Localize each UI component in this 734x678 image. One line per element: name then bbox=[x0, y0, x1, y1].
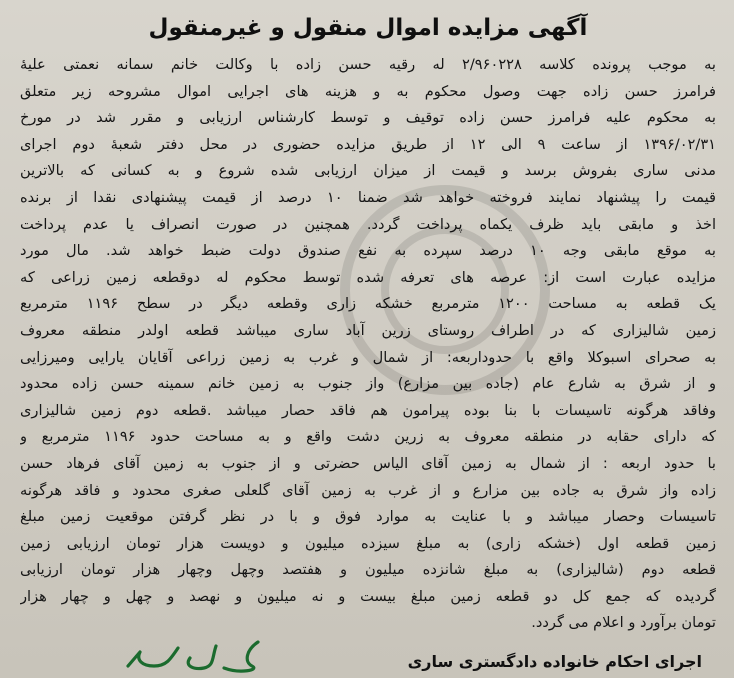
body-line: به موجب پرونده کلاسه ۲/۹۶۰۲۲۸ له رقیه حسن زاده با وکالت خانم سمانه نعمتی علیهٔ bbox=[20, 56, 716, 73]
body-line: فرامرز حسن زاده جهت وصول محکوم به و هزینه های اجرایی اموال مشروحه زیر متعلق bbox=[20, 82, 716, 100]
notice-title: آگهی مزایده اموال منقول و غیرمنقول bbox=[148, 15, 588, 41]
issuer-signature: اجرای احکام خانواده دادگستری ساری bbox=[407, 652, 702, 672]
body-line: و از شرق به شارع عام (جاده بین مزارع) واز جنوب به زمین خانم سمینه حسن زاده محدود bbox=[20, 375, 716, 393]
body-line: زاده واز شرق به جاده بین مزارع و از غرب به زمین آقای گلعلی صغری محدود و فاقد هرگونه bbox=[20, 481, 716, 499]
body-line: به موقع مابقی وجه ۱۰ درصد سپرده به نفع صندوق دولت ضبط خواهد شد. مال مورد bbox=[20, 242, 716, 260]
body-line: گردیده که جمع کل دو قطعه زمین مبلغ بیست و نه میلیون و نهصد و چهل و چهار هزار bbox=[20, 587, 716, 605]
body-line: به محکوم علیه فرامرز حسن زاده توقیف و توسط کارشناس ارزیابی و مقرر شد در مورخ bbox=[20, 109, 716, 127]
body-line: مدنی ساری بفروش برسد و قیمت از میزان ارزیابی شده شروع و به کسانی که بالاترین bbox=[20, 162, 716, 180]
body-line: که دارای حقابه در منطقه معروف به زرین دشت واقع و به مساحت حدود ۱۱۹۶ مترمربع و bbox=[20, 428, 716, 446]
body-line: قطعه دوم (شالیزاری) به مبلغ شانزده میلیون و هفتصد وچهل وچهار هزار تومان ارزیابی bbox=[20, 561, 716, 579]
body-line: یک قطعه به مساحت ۱۲۰۰ مترمربع خشکه زاری وقطعه دیگر در سطح ۱۱۹۶ مترمربع bbox=[20, 295, 716, 313]
body-line: قیمت را پیشنهاد نمایند فروخته خواهد شد ضمنا ۱۰ درصد از قیمت پیشنهادی نقدا از برنده bbox=[20, 188, 716, 206]
body-line: به صحرای اسبوکلا واقع با حدوداربعه: از شمال و غرب به زمین زراعی آقایان یارایی ومیرزایی bbox=[20, 348, 716, 366]
notice-body bbox=[20, 52, 716, 637]
body-line: زمین شالیزاری که در اطراف روستای زرین آباد ساری میباشد قطعه اولدر منطقه معروف bbox=[20, 321, 716, 339]
body-line: اخذ و مابقی باید ظرف یکماه پرداخت گردد. همچنین در صورت انصراف یا عدم پرداخت bbox=[20, 215, 716, 233]
body-line: وفاقد هرگونه تاسیسات با بنا بوده پیرامون هم فاقد حصار میباشد .قطعه دوم زمین شالیزاری bbox=[20, 401, 716, 419]
body-line: ۱۳۹۶/۰۲/۳۱ از ساعت ۹ الی ۱۲ از طریق مزایده حضوری در محل دفتر شعبهٔ دوم اجرای bbox=[20, 135, 716, 153]
body-line: با حدود اربعه : از شمال به زمین آقای الیاس حضرتی و از جنوب به زمین آقای فرهاد حسن bbox=[20, 454, 716, 472]
body-line: مزایده عبارت است از: عرصه های تعرفه شده توسط محکوم له دوقطعه زمین زراعی که bbox=[20, 268, 716, 286]
handwritten-number bbox=[120, 636, 270, 678]
body-line: تاسیسات وحصار میباشد و با عنایت به موارد فوق و با در نظر گرفتن موقعیت زمین مبلغ bbox=[20, 508, 716, 526]
body-line-last: تومان برآورد و اعلام می گردد. bbox=[531, 614, 716, 632]
body-line: زمین قطعه اول (خشکه زاری) به مبلغ سیزده میلیون و دویست هزار تومان ارزیابی زمین bbox=[20, 534, 716, 552]
